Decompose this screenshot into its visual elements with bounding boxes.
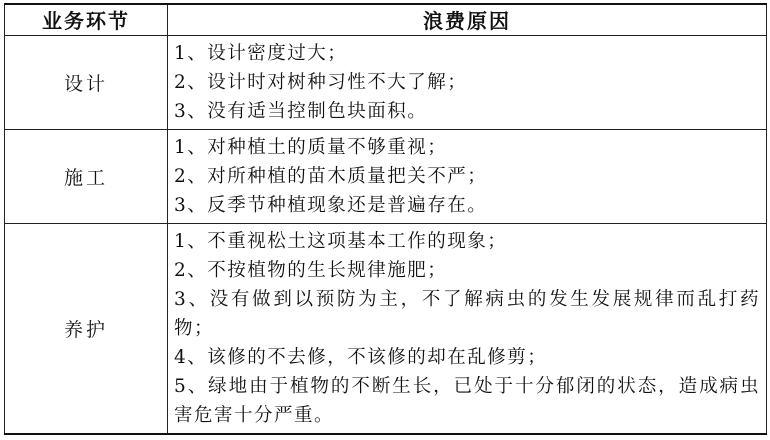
header-reasons: 浪费原因 xyxy=(168,4,767,35)
header-stage: 业务环节 xyxy=(5,4,168,35)
reasons-cell-construction xyxy=(168,129,767,223)
stage-cell-construction: 施工 xyxy=(5,129,168,223)
table-row-design xyxy=(5,35,767,129)
reason-item: 2、不按植物的生长规律施肥； xyxy=(174,259,448,281)
reason-item: 1、不重视松土这项基本工作的现象； xyxy=(174,230,508,252)
reason-item: 4、该修的不去修，不该修的却在乱修剪； xyxy=(174,346,548,368)
reason-item: 2、设计时对树种习性不大了解； xyxy=(174,71,468,93)
reason-item: 3、没有适当控制色块面积。 xyxy=(174,100,428,122)
waste-reasons-table xyxy=(4,3,767,435)
header-row xyxy=(5,4,767,35)
reasons-cell-design xyxy=(168,35,767,129)
reasons-cell-maintenance xyxy=(168,223,767,434)
reason-item: 2、对所种植的苗木质量把关不严； xyxy=(174,165,488,187)
table-row-maintenance xyxy=(5,223,767,434)
stage-cell-design: 设计 xyxy=(5,35,168,129)
table-row-construction xyxy=(5,129,767,223)
stage-cell-maintenance: 养护 xyxy=(5,223,168,434)
reason-item: 5、绿地由于植物的不断生长，已处于十分郁闭的状态，造成病虫害危害十分严重。 xyxy=(174,375,760,426)
reason-item: 1、设计密度过大； xyxy=(174,42,348,64)
reason-item: 3、没有做到以预防为主，不了解病虫的发生发展规律而乱打药物； xyxy=(174,288,760,339)
reason-item: 1、对种植土的质量不够重视； xyxy=(174,136,448,158)
reason-item: 3、反季节种植现象还是普遍存在。 xyxy=(174,194,488,216)
